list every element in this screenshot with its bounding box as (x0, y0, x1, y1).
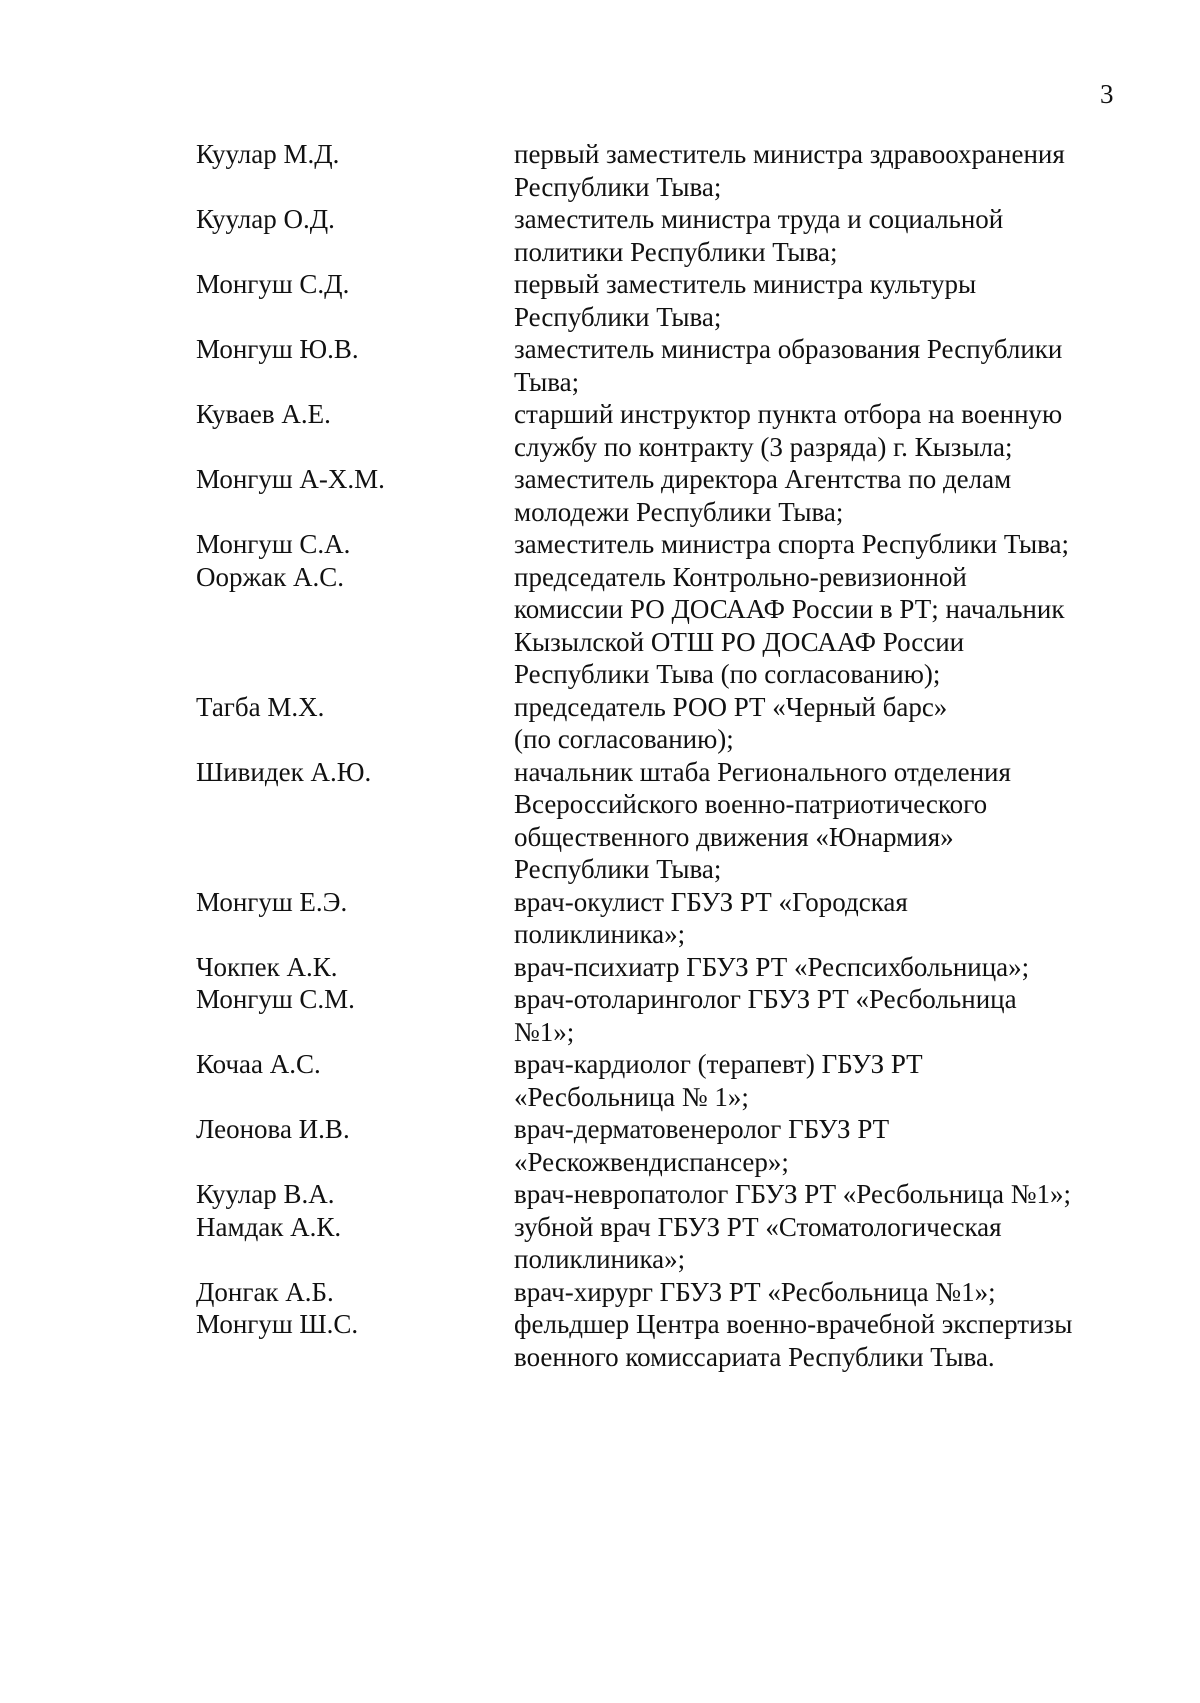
member-position (514, 398, 1126, 463)
member-position-line: заместитель директора Агентства по делам (514, 464, 1012, 494)
member-position-line: Кызылской ОТШ РО ДОСААФ России (514, 626, 965, 657)
member-row (196, 203, 1126, 268)
member-position-line: заместитель министра спорта Республики Тыва; (514, 529, 1070, 559)
member-position-line: службу по контракту (3 разряда) г. Кызыла; (514, 431, 1013, 462)
member-position-line: Республики Тыва; (514, 301, 722, 332)
member-name: Тагба М.Х. (196, 691, 325, 722)
member-position-line: врач-кардиолог (терапевт) ГБУЗ РТ (514, 1049, 923, 1079)
member-position-line: первый заместитель министра культуры (514, 269, 977, 299)
member-position (514, 1178, 1126, 1211)
member-name: Монгуш С.А. (196, 529, 351, 559)
member-position (514, 691, 1126, 756)
member-name: Куулар О.Д. (196, 204, 335, 234)
member-row (196, 561, 1126, 691)
member-position-line: поликлиника»; (514, 1244, 686, 1274)
member-position (514, 1211, 1126, 1276)
member-name: Леонова И.В. (196, 1114, 350, 1144)
member-row (196, 1113, 1126, 1178)
member-position-line: зубной врач ГБУЗ РТ «Стоматологическая (514, 1211, 1002, 1242)
member-row (196, 463, 1126, 528)
member-position-line: поликлиника»; (514, 919, 686, 949)
member-position-line: №1»; (514, 1016, 575, 1047)
member-name: Куваев А.Е. (196, 399, 331, 429)
member-row (196, 886, 1126, 951)
member-position-line: Республики Тыва (по согласованию); (514, 659, 941, 689)
member-position-line: Тыва; (514, 366, 580, 397)
member-position (514, 1048, 1126, 1113)
member-position-line: политики Республики Тыва; (514, 236, 838, 267)
member-row (196, 333, 1126, 398)
member-row (196, 756, 1126, 886)
member-position-line: (по согласованию); (514, 724, 734, 754)
member-list (196, 138, 1126, 1373)
member-position (514, 203, 1126, 268)
member-position (514, 983, 1126, 1048)
member-name: Монгуш Ю.В. (196, 334, 359, 364)
member-position-line: общественного движения «Юнармия» (514, 821, 954, 852)
member-position (514, 1276, 1126, 1309)
member-position-line: «Ресбольница № 1»; (514, 1081, 749, 1112)
member-position-line: врач-окулист ГБУЗ РТ «Городская (514, 886, 908, 917)
member-position-line: заместитель министра образования Республики (514, 334, 1063, 364)
member-position-line: председатель Контрольно-ревизионной (514, 561, 967, 592)
member-position-line: врач-невропатолог ГБУЗ РТ «Ресбольница №1»; (514, 1179, 1071, 1209)
member-position (514, 561, 1126, 691)
member-position-line: врач-психиатр ГБУЗ РТ «Респсихбольница»; (514, 951, 1030, 982)
member-position-line: первый заместитель министра здравоохранения (514, 139, 1065, 169)
member-position (514, 528, 1126, 561)
member-row (196, 138, 1126, 203)
member-row (196, 951, 1126, 984)
member-name: Шивидек А.Ю. (196, 756, 372, 787)
member-position (514, 951, 1126, 984)
member-position (514, 1308, 1126, 1373)
member-position-line: председатель РОО РТ «Черный барс» (514, 691, 948, 722)
member-row (196, 528, 1126, 561)
member-position (514, 886, 1126, 951)
member-name: Монгуш А-Х.М. (196, 464, 385, 494)
member-position-line: военного комиссариата Республики Тыва. (514, 1341, 995, 1372)
member-position (514, 463, 1126, 528)
member-row (196, 268, 1126, 333)
member-position (514, 333, 1126, 398)
member-position-line: «Рескожвендиспансер»; (514, 1146, 789, 1177)
member-position (514, 268, 1126, 333)
member-position-line: комиссии РО ДОСААФ России в РТ; начальник (514, 594, 1065, 624)
member-name: Кочаа А.С. (196, 1049, 321, 1079)
member-position-line: врач-хирург ГБУЗ РТ «Ресбольница №1»; (514, 1276, 996, 1307)
member-name: Куулар В.А. (196, 1179, 335, 1209)
member-row (196, 1048, 1126, 1113)
member-position (514, 756, 1126, 886)
member-row (196, 1308, 1126, 1373)
member-position-line: заместитель министра труда и социальной (514, 204, 1004, 234)
member-row (196, 1178, 1126, 1211)
member-position-line: врач-отоларинголог ГБУЗ РТ «Ресбольница (514, 984, 1017, 1014)
member-name: Монгуш С.Д. (196, 269, 350, 299)
member-row (196, 1211, 1126, 1276)
member-position-line: Всероссийского военно-патриотического (514, 789, 988, 819)
member-name: Ооржак А.С. (196, 561, 345, 592)
member-name: Чокпек А.К. (196, 951, 338, 982)
member-position (514, 1113, 1126, 1178)
member-position-line: начальник штаба Регионального отделения (514, 756, 1011, 787)
member-name: Монгуш Ш.С. (196, 1309, 359, 1339)
member-row (196, 398, 1126, 463)
member-position-line: старший инструктор пункта отбора на военную (514, 399, 1063, 429)
member-row (196, 983, 1126, 1048)
member-position-line: Республики Тыва; (514, 171, 722, 202)
member-name: Монгуш Е.Э. (196, 886, 348, 917)
member-row (196, 1276, 1126, 1309)
member-name: Куулар М.Д. (196, 139, 340, 169)
member-position-line: Республики Тыва; (514, 854, 722, 884)
page-number: 3 (1100, 79, 1114, 109)
member-position-line: молодежи Республики Тыва; (514, 496, 844, 527)
member-position-line: фельдшер Центра военно-врачебной экспертизы (514, 1309, 1073, 1339)
member-row (196, 691, 1126, 756)
member-position (514, 138, 1126, 203)
member-name: Намдак А.К. (196, 1211, 342, 1242)
member-name: Донгак А.Б. (196, 1276, 334, 1307)
member-name: Монгуш С.М. (196, 984, 355, 1014)
member-position-line: врач-дерматовенеролог ГБУЗ РТ (514, 1114, 890, 1144)
